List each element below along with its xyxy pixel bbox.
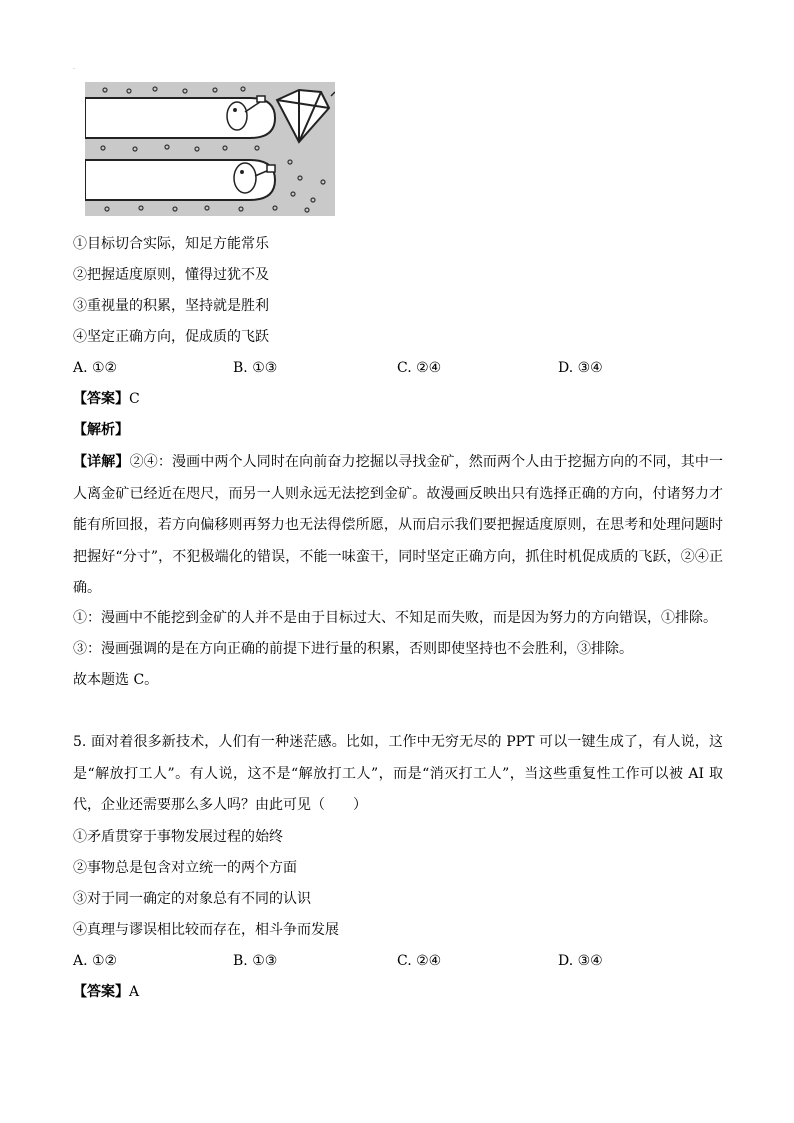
digging-cartoon-image [85, 82, 335, 216]
q4-exclusion-1: ①：漫画中不能挖到金矿的人并不是由于目标过大、不知足而失败，而是因为努力的方向错误，①排除。 [73, 610, 717, 626]
q4-statement-1: ①目标切合实际，知足方能常乐 [73, 236, 269, 252]
answer-value: C [129, 391, 140, 407]
q5-statement-4: ④真理与谬误相比较而存在，相斗争而发展 [73, 922, 339, 938]
q4-analysis-heading: 【解析】 [73, 422, 129, 438]
q5-option-b: B. ①③ [233, 953, 278, 969]
q5-stem: 5. 面对着很多新技术，人们有一种迷茫感。比如，工作中无穷无尽的 PPT 可以一键生成了，有人说，这是“解放打工人”。有人说，这不是“解放打工人”，而是“消灭打工人”，当这些重复性工作可以被 AI 取代，企业还需要那么多人吗？由此可见（ ） [73, 734, 723, 813]
q5-statement-3: ③对于同一确定的对象总有不同的认识 [73, 891, 311, 907]
q4-answer: 【答案】C [73, 391, 140, 407]
page-mark: · [73, 66, 75, 73]
q4-option-a: A. ①② [73, 360, 118, 376]
q5-statement-1: ①矛盾贯穿于事物发展过程的始终 [73, 829, 283, 845]
q4-statement-2: ②把握适度原则，懂得过犹不及 [73, 267, 269, 283]
answer-label: 答案 [87, 984, 115, 1000]
q4-detail-paragraph: 【详解】②④：漫画中两个人同时在向前奋力挖掘以寻找金矿，然而两个人由于挖掘方向的不同，其中一人离金矿已经近在咫尺，而另一人则永远无法挖到金矿。故漫画反映出只有选择正确的方向，付诸努力才能有所回报，若方向偏移则再努力也无法得偿所愿，从而启示我们要把握适度原则，在思考和处理问题时把握好“分寸”，不犯极端化的错误，不能一味蛮干，同时坚定正确方向，抓住时机促成质的飞跃，②④正确。 [73, 454, 724, 596]
q5-option-c: C. ②④ [397, 953, 442, 969]
answer-value: A [129, 984, 140, 1000]
answer-label: 答案 [87, 391, 115, 407]
q5-option-a: A. ①② [73, 953, 118, 969]
q4-conclusion: 故本题选 C。 [73, 672, 159, 688]
detail-text: ②④：漫画中两个人同时在向前奋力挖掘以寻找金矿，然而两个人由于挖掘方向的不同，其中一人离金矿已经近在咫尺，而另一人则永远无法挖到金矿。故漫画反映出只有选择正确的方向，付诸努力才能有所回报，若方向偏移则再努力也无法得偿所愿，从而启示我们要把握适度原则，在思考和处理问题时把握好“分寸”，不犯极端化的错误，不能一味蛮干，同时坚定正确方向，抓住时机促成质的飞跃，②④正确。 [73, 454, 724, 596]
q5-statement-2: ②事物总是包含对立统一的两个方面 [73, 860, 297, 876]
q4-option-d: D. ③④ [558, 360, 603, 376]
q5-answer: 【答案】A [73, 984, 140, 1000]
detail-label: 详解 [87, 454, 116, 470]
q4-exclusion-3: ③：漫画强调的是在方向正确的前提下进行量的积累，否则即使坚持也不会胜利，③排除。 [73, 641, 633, 657]
q4-statement-4: ④坚定正确方向，促成质的飞跃 [73, 329, 269, 345]
q5-option-d: D. ③④ [558, 953, 603, 969]
q4-option-c: C. ②④ [397, 360, 442, 376]
q4-statement-3: ③重视量的积累，坚持就是胜利 [73, 298, 269, 314]
analysis-label: 解析 [87, 422, 115, 438]
q4-option-b: B. ①③ [233, 360, 278, 376]
